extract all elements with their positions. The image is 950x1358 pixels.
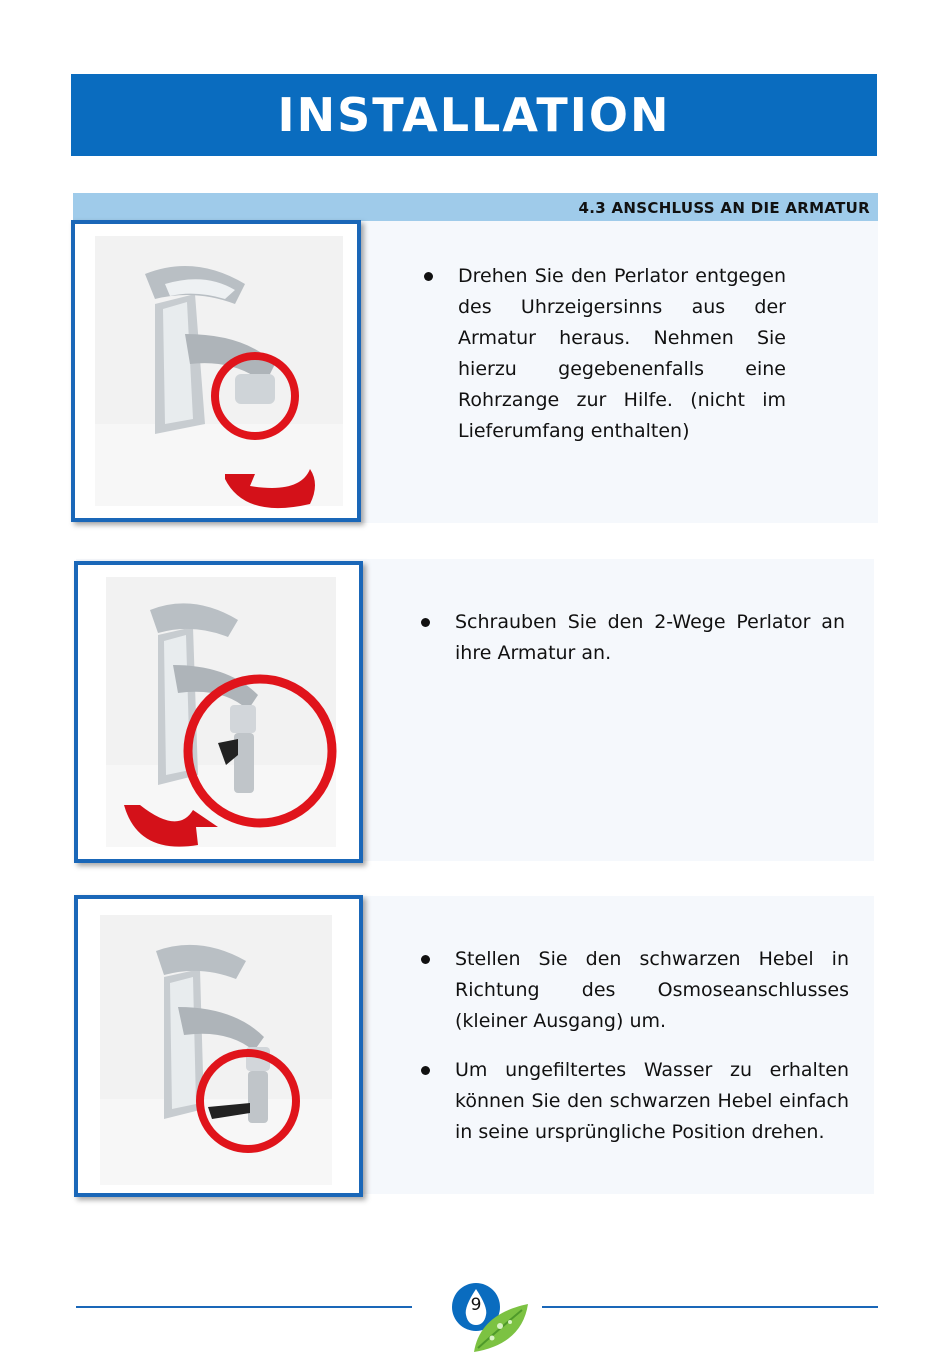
footer-line-left: [76, 1306, 412, 1308]
step-1-instructions: [424, 261, 786, 465]
title-banner: [71, 74, 877, 156]
section-heading: 4.3 ANSCHLUSS AN DIE ARMATUR: [578, 199, 870, 217]
step-2-instructions: [421, 607, 845, 687]
page-number: 9: [470, 1295, 482, 1315]
footer-line-right: [542, 1306, 878, 1308]
list-item: Stellen Sie den schwarzen Hebel in Richtung des Osmoseanschlusses (kleiner Ausgang) um.: [421, 944, 849, 1037]
faucet-illustration: [75, 224, 357, 518]
list-item: Drehen Sie den Perlator entgegen des Uhrzeigersinns aus der Armatur heraus. Nehmen Sie hierzu gegebenenfalls eine Rohrzange zur Hilfe. (nicht im Lieferumfang enthalten): [424, 261, 786, 447]
faucet-illustration: [78, 565, 359, 859]
step-1-photo: [71, 220, 361, 522]
section-heading-bar: [73, 193, 878, 221]
step-3-instructions: [421, 944, 849, 1166]
step-3-photo: [74, 895, 363, 1197]
faucet-illustration: [78, 899, 359, 1193]
list-item: Um ungefiltertes Wasser zu erhalten können Sie den schwarzen Hebel einfach in seine ursprüngliche Position drehen.: [421, 1055, 849, 1148]
list-item: Schrauben Sie den 2-Wege Perlator an ihre Armatur an.: [421, 607, 845, 669]
page-title: INSTALLATION: [277, 88, 671, 142]
step-2-photo: [74, 561, 363, 863]
